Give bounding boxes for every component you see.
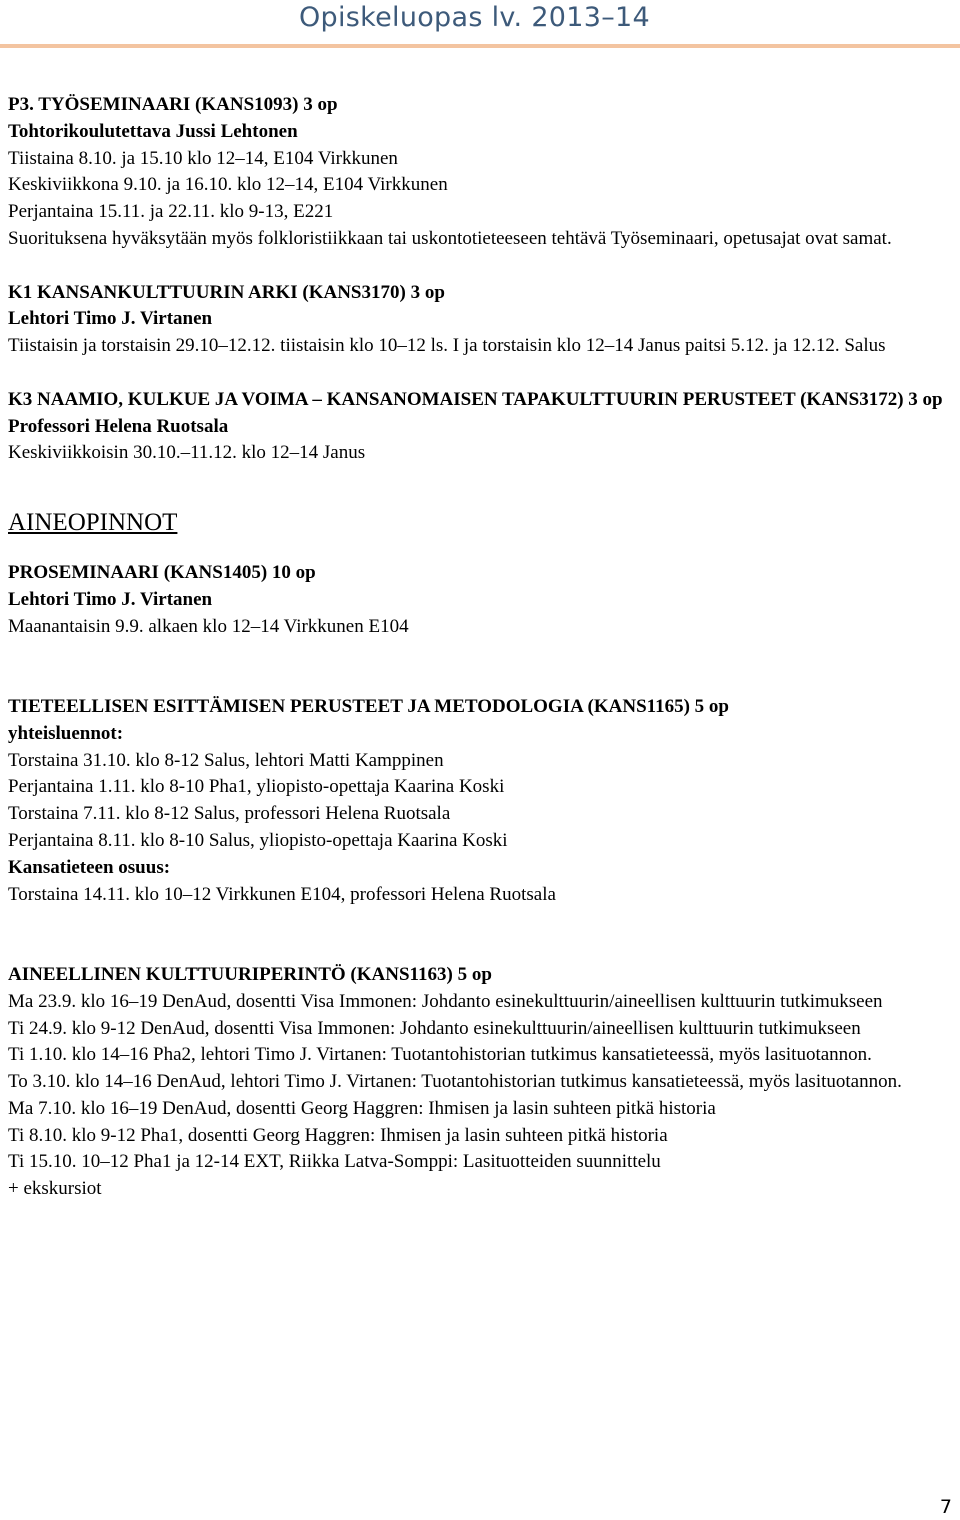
guide-title: Opiskeluopas lv. 2013–14 bbox=[298, 2, 650, 33]
course-note: Suorituksena hyväksytään myös folkloristiikkaan tai uskontotieteeseen tehtävä Työseminaari, opetusajat ovat samat. bbox=[8, 227, 892, 249]
lecture-line: + ekskursiot bbox=[8, 1178, 102, 1200]
schedule-line: Keskiviikkona 9.10. ja 16.10. klo 12–14, E104 Virkkunen bbox=[8, 174, 448, 196]
schedule-line: Tiistaina 8.10. ja 15.10 klo 12–14, E104 Virkkunen bbox=[8, 147, 398, 169]
course-p3 bbox=[8, 92, 948, 253]
course-title: AINEELLINEN KULTTUURIPERINTÖ (KANS1163) 5 op bbox=[8, 963, 492, 985]
page-number: 7 bbox=[939, 1496, 952, 1518]
course-k3 bbox=[8, 387, 948, 467]
course-teacher: Lehtori Timo J. Virtanen bbox=[8, 588, 213, 610]
course-tieteellisen bbox=[8, 694, 948, 908]
course-title: K3 NAAMIO, KULKUE JA VOIMA – KANSANOMAISEN TAPAKULTTUURIN PERUSTEET (KANS3172) 3 op bbox=[8, 388, 943, 410]
course-title: P3. TYÖSEMINAARI (KANS1093) 3 op bbox=[8, 94, 338, 115]
schedule-line: Torstaina 14.11. klo 10–12 Virkkunen E104, professori Helena Ruotsala bbox=[8, 883, 556, 905]
spacer bbox=[8, 467, 948, 494]
schedule-line: Perjantaina 15.11. ja 22.11. klo 9-13, E221 bbox=[8, 201, 334, 223]
page-header bbox=[0, 0, 960, 50]
lecture-line: To 3.10. klo 14–16 DenAud, lehtori Timo J. Virtanen: Tuotantohistorian tutkimus kansatieteessä, myös lasituotannon. bbox=[8, 1071, 902, 1093]
spacer bbox=[8, 360, 948, 387]
schedule-line: Torstaina 7.11. klo 8-12 Salus, professori Helena Ruotsala bbox=[8, 803, 451, 825]
section-heading: AINEOPINNOT bbox=[8, 508, 178, 536]
lecture-line: Ti 1.10. klo 14–16 Pha2, lehtori Timo J. Virtanen: Tuotantohistorian tutkimus kansatieteessä, myös lasituotannon. bbox=[8, 1044, 872, 1066]
schedule-line: Keskiviikkoisin 30.10.–11.12. klo 12–14 Janus bbox=[8, 442, 366, 464]
course-teacher: Tohtorikoulutettava Jussi Lehtonen bbox=[8, 120, 298, 142]
spacer bbox=[8, 253, 948, 280]
schedule-line: Perjantaina 8.11. klo 8-10 Salus, yliopisto-opettaja Kaarina Koski bbox=[8, 829, 508, 851]
course-teacher: Professori Helena Ruotsala bbox=[8, 415, 229, 437]
course-aineellinen bbox=[8, 962, 948, 1203]
document-body bbox=[8, 92, 948, 1203]
lecture-line: Ma 23.9. klo 16–19 DenAud, dosentti Visa Immonen: Johdanto esinekulttuurin/aineellisen kulttuurin tutkimukseen bbox=[8, 990, 883, 1012]
course-k1 bbox=[8, 280, 948, 360]
header-rule bbox=[0, 44, 960, 48]
schedule-line: Perjantaina 1.11. klo 8-10 Pha1, yliopisto-opettaja Kaarina Koski bbox=[8, 776, 505, 798]
subheading: Kansatieteen osuus: bbox=[8, 856, 171, 878]
spacer bbox=[8, 908, 948, 962]
lecture-line: Ma 7.10. klo 16–19 DenAud, dosentti Georg Haggren: Ihmisen ja lasin suhteen pitkä historia bbox=[8, 1097, 716, 1119]
course-title: TIETEELLISEN ESITTÄMISEN PERUSTEET JA METODOLOGIA (KANS1165) 5 op bbox=[8, 695, 729, 717]
course-teacher: Lehtori Timo J. Virtanen bbox=[8, 308, 213, 330]
course-proseminaari bbox=[8, 560, 948, 640]
lecture-line: Ti 15.10. 10–12 Pha1 ja 12-14 EXT, Riikka Latva-Somppi: Lasituotteiden suunnittelu bbox=[8, 1151, 661, 1173]
schedule-line: Torstaina 31.10. klo 8-12 Salus, lehtori Matti Kamppinen bbox=[8, 749, 444, 771]
course-title: PROSEMINAARI (KANS1405) 10 op bbox=[8, 561, 316, 583]
spacer bbox=[8, 640, 948, 694]
schedule-line: Tiistaisin ja torstaisin 29.10–12.12. tiistaisin klo 10–12 ls. I ja torstaisin klo 12–14 Janus paitsi 5.12. ja 12.12. Salus bbox=[8, 335, 886, 357]
subheading: yhteisluennot: bbox=[8, 722, 124, 744]
schedule-line: Maanantaisin 9.9. alkaen klo 12–14 Virkkunen E104 bbox=[8, 615, 409, 637]
course-title: K1 KANSANKULTTUURIN ARKI (KANS3170) 3 op bbox=[8, 281, 445, 303]
lecture-line: Ti 24.9. klo 9-12 DenAud, dosentti Visa Immonen: Johdanto esinekulttuurin/aineellisen kulttuurin tutkimukseen bbox=[8, 1017, 861, 1039]
lecture-line: Ti 8.10. klo 9-12 Pha1, dosentti Georg Haggren: Ihmisen ja lasin suhteen pitkä historia bbox=[8, 1124, 668, 1146]
